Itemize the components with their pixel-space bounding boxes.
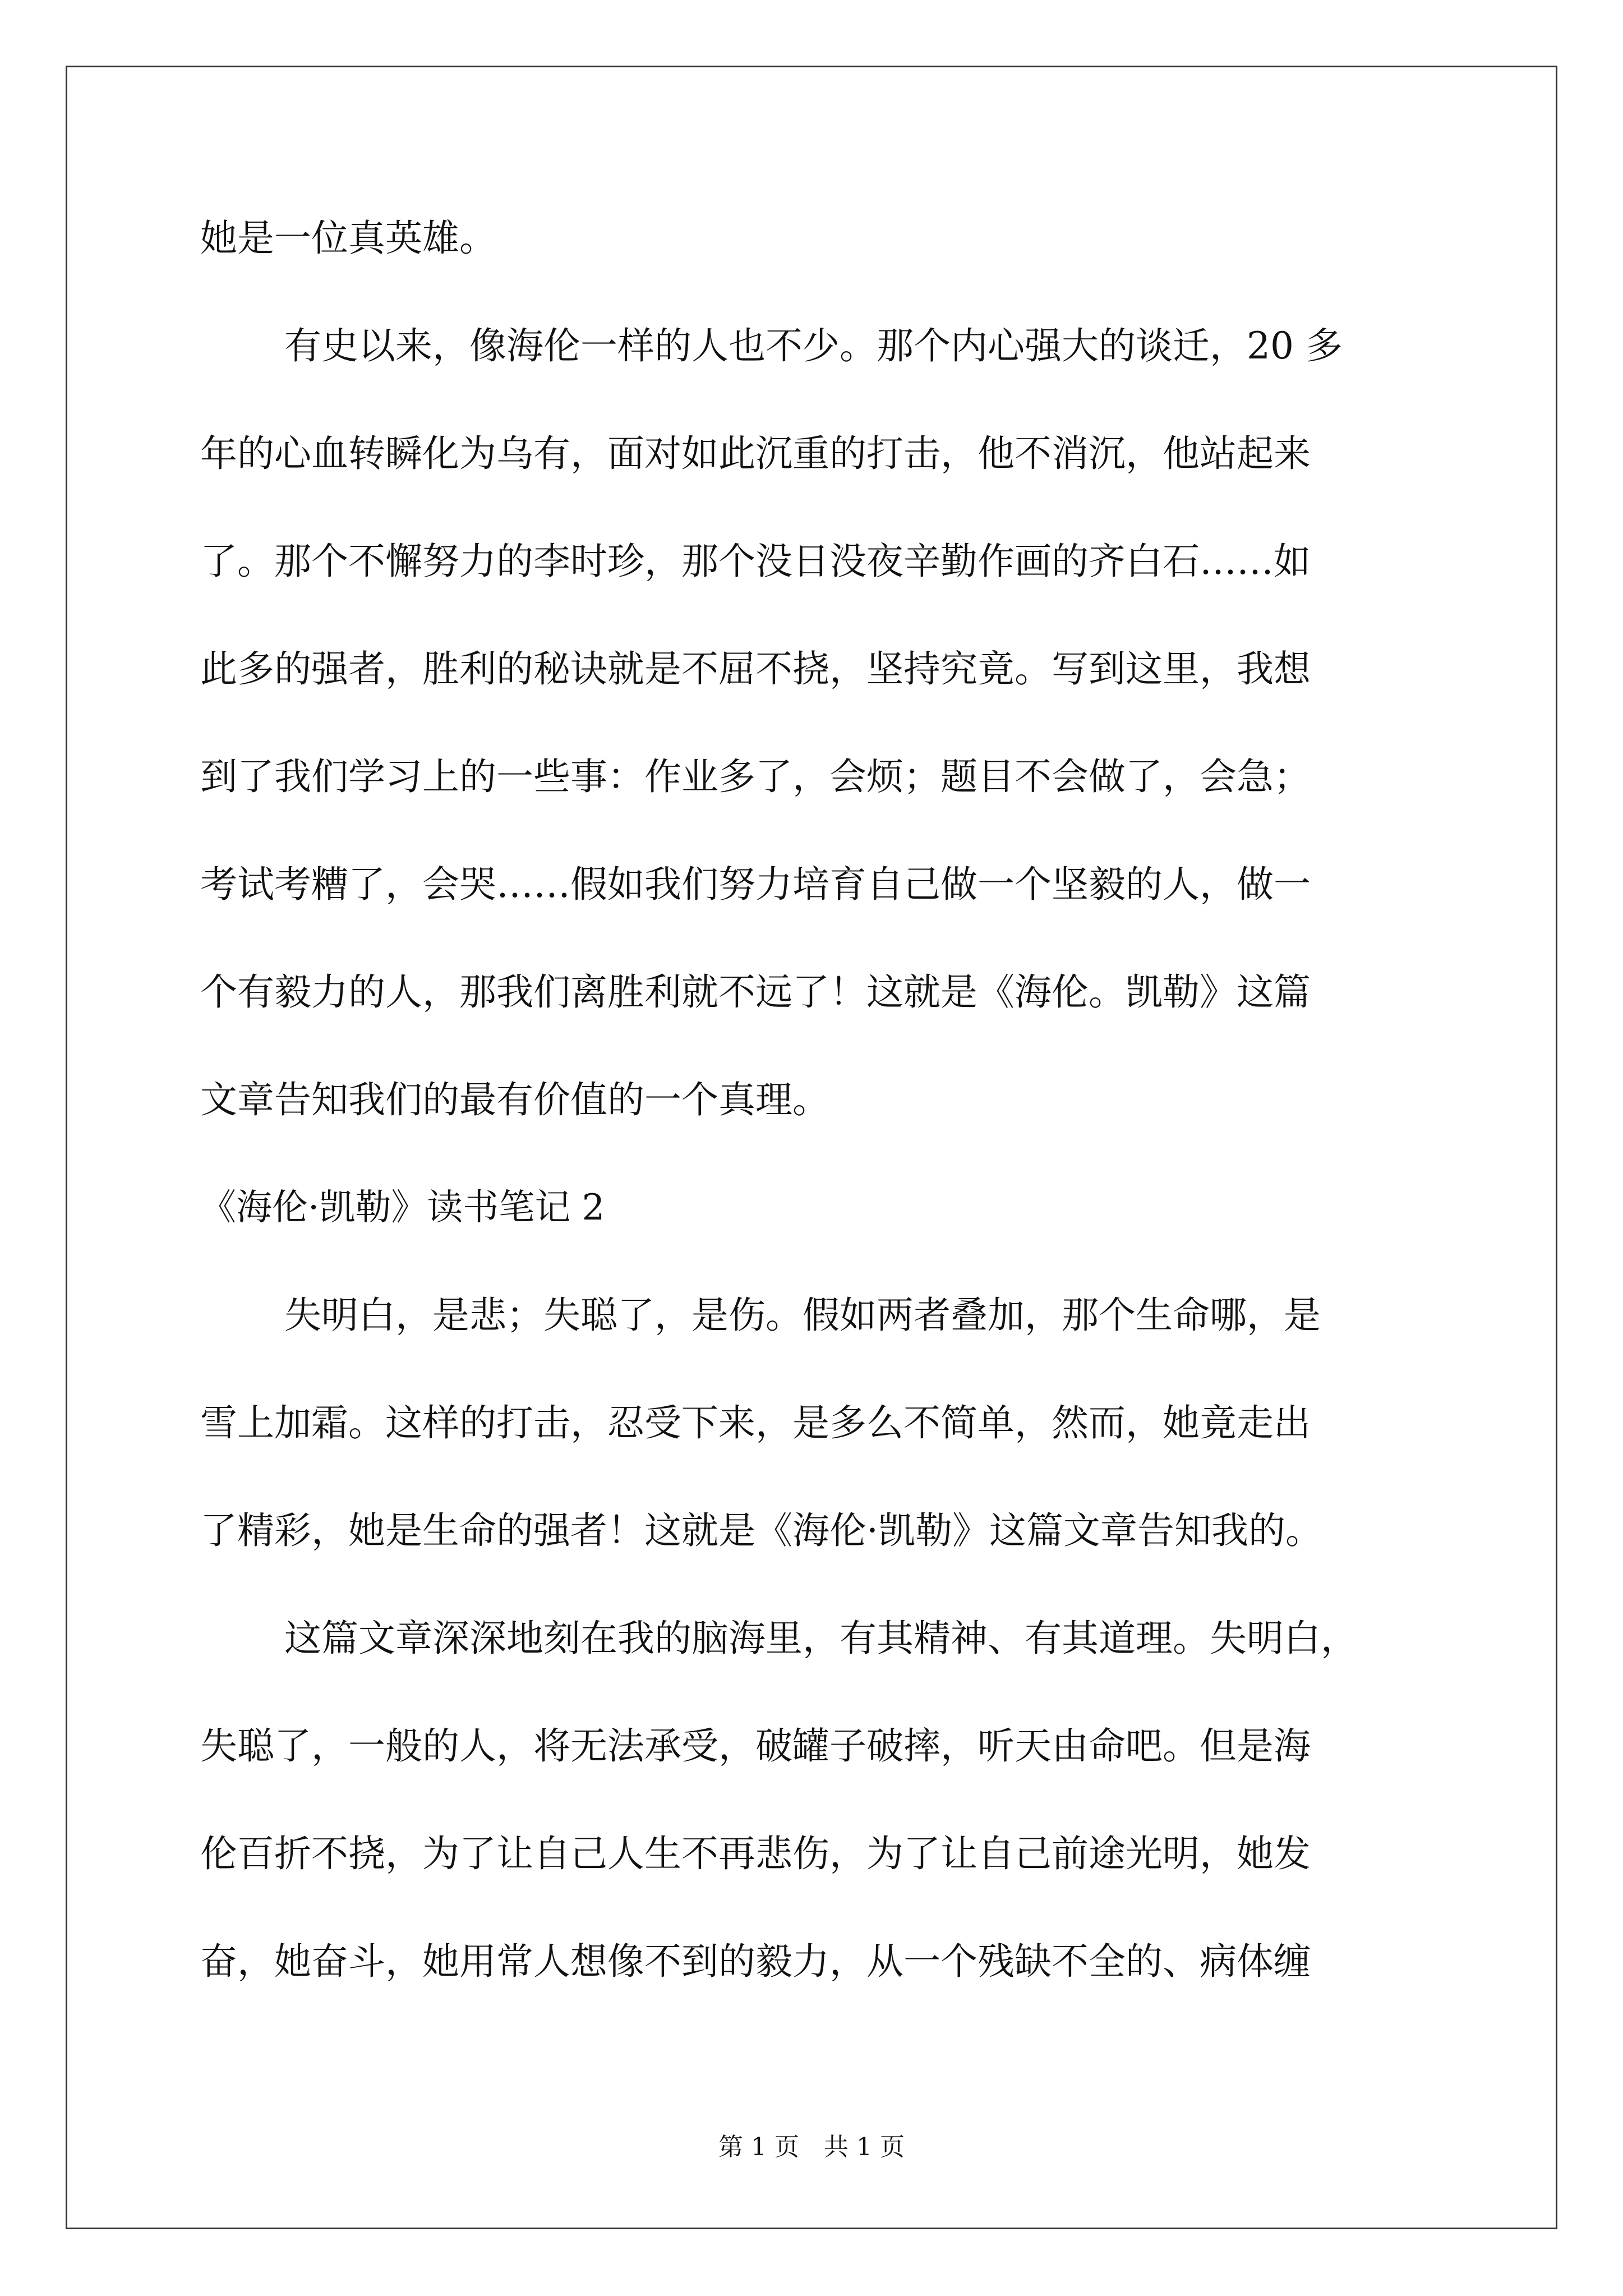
section-heading: 《海伦·凯勒》读书笔记 2 — [200, 1187, 605, 1228]
text-line: 失聪了，一般的人，将无法承受，破罐子破摔，听天由命吧。但是海 — [200, 1724, 1311, 1768]
text-line: 奋，她奋斗，她用常人想像不到的毅力，从一个残缺不全的、病体缠 — [200, 1940, 1311, 1983]
text-line: 到了我们学习上的一些事：作业多了，会烦；题目不会做了，会急； — [200, 755, 1311, 798]
text-line: 雪上加霜。这样的打击，忍受下来，是多么不简单，然而，她竟走出 — [200, 1401, 1311, 1444]
text-line: 有史以来，像海伦一样的人也不少。那个内心强大的谈迁，20 多 — [284, 324, 1343, 367]
text-line: 了。那个不懈努力的李时珍，那个没日没夜辛勤作画的齐白石……如 — [200, 540, 1311, 583]
text-line: 她是一位真英雄。 — [200, 217, 496, 260]
text-line: 考试考糟了，会哭……假如我们努力培育自己做一个坚毅的人，做一 — [200, 863, 1311, 906]
text-line: 此多的强者，胜利的秘诀就是不屈不挠，坚持究竟。写到这里，我想 — [200, 647, 1311, 691]
text-line: 了精彩，她是生命的强者！这就是《海伦·凯勒》这篇文章告知我的。 — [200, 1509, 1322, 1552]
text-line: 年的心血转瞬化为乌有，面对如此沉重的打击，他不消沉，他站起来 — [200, 432, 1311, 475]
text-line: 个有毅力的人，那我们离胜利就不远了！这就是《海伦。凯勒》这篇 — [200, 970, 1311, 1014]
text-line: 伦百折不挠，为了让自己人生不再悲伤，为了让自己前途光明，她发 — [200, 1832, 1311, 1875]
text-line: 失明白，是悲；失聪了，是伤。假如两者叠加，那个生命哪，是 — [284, 1294, 1321, 1337]
text-line: 文章告知我们的最有价值的一个真理。 — [200, 1078, 829, 1121]
text-line: 这篇文章深深地刻在我的脑海里，有其精神、有其道理。失明白， — [284, 1617, 1358, 1660]
document-body — [200, 216, 1434, 2047]
page-footer: 第 1 页 共 1 页 — [718, 2133, 905, 2161]
